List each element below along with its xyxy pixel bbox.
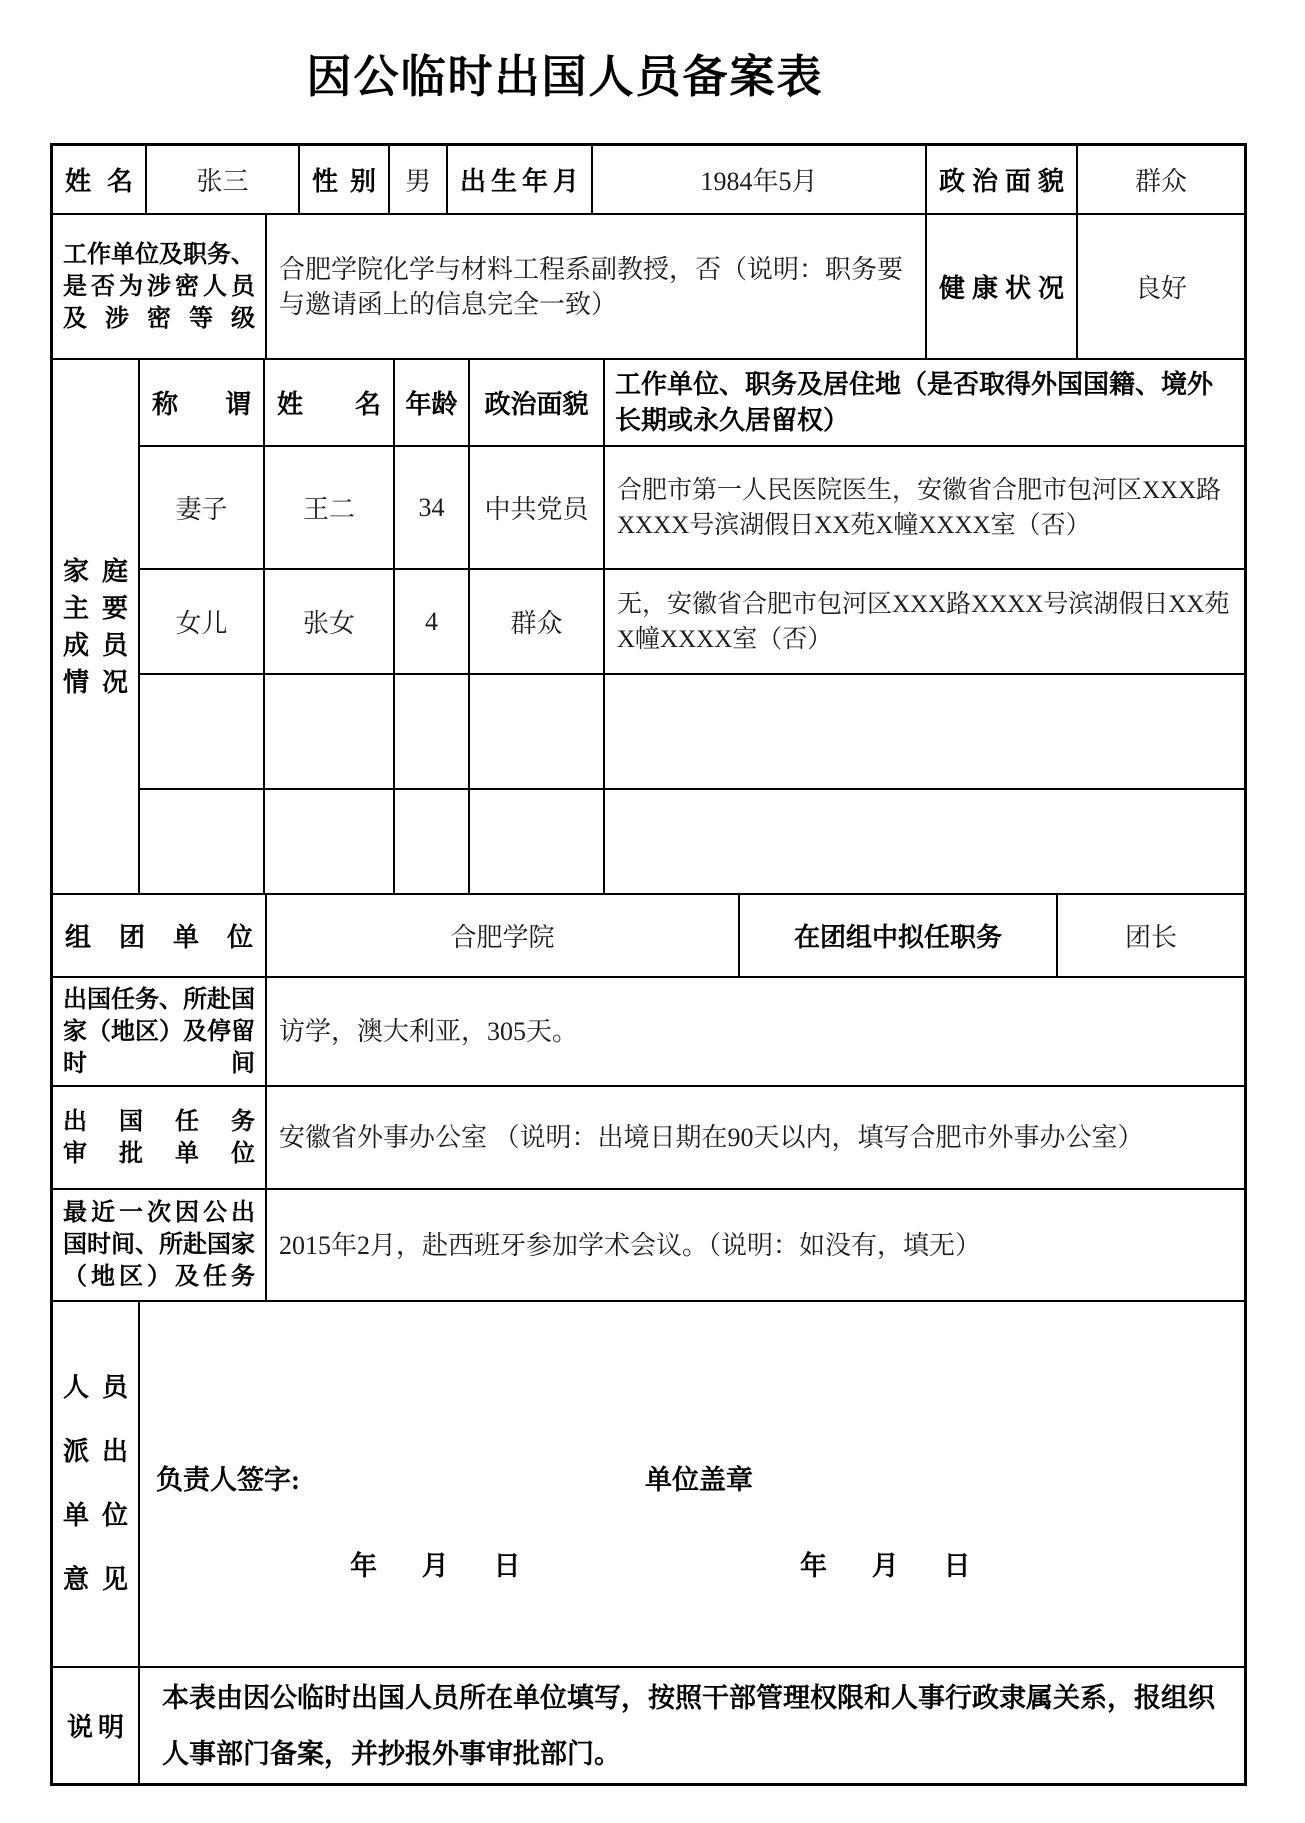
family-3-political bbox=[468, 675, 603, 788]
family-4-relation bbox=[138, 790, 263, 893]
notes-value: 本表由因公临时出国人员所在单位填写，按照干部管理权限和人事行政隶属关系，报组织人事部门备案，并抄报外事审批部门。 bbox=[162, 1682, 1215, 1769]
family-section-label-cell bbox=[53, 360, 138, 893]
political-label-cell bbox=[925, 146, 1076, 213]
birth-label: 出生年月 bbox=[460, 167, 579, 196]
section-family-members bbox=[53, 358, 1244, 893]
section-unit-opinion bbox=[53, 1300, 1244, 1666]
family-3-relation bbox=[138, 675, 263, 788]
family-header-work-cell bbox=[603, 360, 1244, 445]
date-line-right: 年 月 日 bbox=[800, 1551, 971, 1581]
opinion-content bbox=[138, 1302, 1244, 1666]
family-2-relation: 女儿 bbox=[138, 570, 263, 673]
birth-label-cell bbox=[446, 146, 591, 213]
family-header-name: 姓名 bbox=[277, 390, 381, 419]
family-3-work-cell bbox=[603, 675, 1244, 788]
group-unit-label-cell bbox=[53, 895, 265, 976]
mission-label-cell bbox=[53, 978, 265, 1085]
family-header-relation: 称谓 bbox=[152, 390, 251, 419]
family-3-age bbox=[393, 675, 468, 788]
health-value: 良好 bbox=[1076, 215, 1244, 358]
name-label-cell bbox=[53, 146, 145, 213]
family-header-row bbox=[138, 360, 1244, 445]
sign-label: 负责人签字: bbox=[156, 1465, 300, 1495]
name-label: 姓名 bbox=[65, 167, 133, 196]
notes-label-cell bbox=[53, 1668, 138, 1783]
family-2-name: 张女 bbox=[263, 570, 393, 673]
mission-value: 访学，澳大利亚，305天。 bbox=[279, 1017, 579, 1046]
family-header-age: 年龄 bbox=[393, 360, 468, 445]
family-1-age: 34 bbox=[393, 447, 468, 568]
work-unit-value: 合肥学院化学与材料工程系副教授，否（说明：职务要与邀请函上的信息完全一致） bbox=[279, 254, 904, 319]
family-row-3 bbox=[138, 673, 1244, 788]
family-2-work-cell bbox=[603, 570, 1244, 673]
political-label: 政治面貌 bbox=[939, 167, 1064, 196]
family-1-work-cell bbox=[603, 447, 1244, 568]
notes-label: 说明 bbox=[67, 1713, 124, 1742]
family-1-work: 合肥市第一人民医院医生，安徽省合肥市包河区XXX路XXXX号滨湖假日XX苑X幢XXXX室（否） bbox=[617, 476, 1222, 539]
row-notes bbox=[53, 1666, 1244, 1783]
health-label: 健康状况 bbox=[939, 274, 1064, 303]
approval-label-cell bbox=[53, 1087, 265, 1188]
approval-label: 出国任务 审批单位 bbox=[63, 1108, 255, 1167]
family-table bbox=[138, 360, 1244, 893]
work-unit-value-cell bbox=[265, 215, 925, 358]
notes-value-cell bbox=[138, 1668, 1244, 1783]
family-row-2 bbox=[138, 568, 1244, 673]
gender-label-cell bbox=[298, 146, 388, 213]
family-2-age: 4 bbox=[393, 570, 468, 673]
row-group-unit bbox=[53, 893, 1244, 976]
political-value: 群众 bbox=[1076, 146, 1244, 213]
row-approval-unit bbox=[53, 1085, 1244, 1188]
last-trip-value: 2015年2月，赴西班牙参加学术会议。（说明：如没有，填无） bbox=[279, 1230, 982, 1260]
row-basic-info bbox=[53, 146, 1244, 213]
last-trip-label: 最近一次因公出 国时间、所赴国家 （地区）及任务 bbox=[63, 1200, 255, 1290]
approval-value: 安徽省外事办公室 （说明：出境日期在90天以内，填写合肥市外事办公室） bbox=[279, 1123, 1144, 1152]
group-unit-label: 组团单位 bbox=[65, 923, 253, 952]
family-header-political: 政治面貌 bbox=[468, 360, 603, 445]
mission-label: 出国任务、所赴国 家（地区）及停留 时间 bbox=[63, 986, 255, 1077]
group-unit-value: 合肥学院 bbox=[265, 895, 738, 976]
group-role-label: 在团组中拟任职务 bbox=[738, 895, 1056, 976]
group-role-value: 团长 bbox=[1056, 895, 1244, 976]
gender-label: 性别 bbox=[312, 167, 376, 196]
row-work-unit bbox=[53, 213, 1244, 358]
birth-value: 1984年5月 bbox=[591, 146, 925, 213]
work-unit-label: 工作单位及职务、 是否为涉密人员 及涉密等级 bbox=[63, 241, 255, 332]
last-trip-label-cell bbox=[53, 1190, 265, 1300]
family-header-work: 工作单位、职务及居住地（是否取得外国国籍、境外长期或永久居留权） bbox=[615, 369, 1214, 435]
opinion-label-cell bbox=[53, 1302, 138, 1666]
family-4-name bbox=[263, 790, 393, 893]
family-row-1 bbox=[138, 445, 1244, 568]
family-header-name-cell bbox=[263, 360, 393, 445]
mission-value-cell bbox=[265, 978, 1244, 1085]
family-1-name: 王二 bbox=[263, 447, 393, 568]
row-mission bbox=[53, 976, 1244, 1085]
approval-value-cell bbox=[265, 1087, 1244, 1188]
family-4-work-cell bbox=[603, 790, 1244, 893]
last-trip-value-cell bbox=[265, 1190, 1244, 1300]
family-4-political bbox=[468, 790, 603, 893]
family-1-political: 中共党员 bbox=[468, 447, 603, 568]
registration-form-table bbox=[50, 143, 1247, 1786]
name-value: 张三 bbox=[145, 146, 298, 213]
page-title: 因公临时出国人员备案表 bbox=[306, 52, 824, 102]
seal-label: 单位盖章 bbox=[645, 1465, 753, 1495]
family-4-age bbox=[393, 790, 468, 893]
family-2-political: 群众 bbox=[468, 570, 603, 673]
date-line-left: 年 月 日 bbox=[350, 1551, 521, 1581]
work-unit-label-cell bbox=[53, 215, 265, 358]
row-last-trip bbox=[53, 1188, 1244, 1300]
family-1-relation: 妻子 bbox=[138, 447, 263, 568]
family-section-label: 家 庭 主 要 成 员 情 况 bbox=[63, 556, 128, 697]
opinion-label: 人 员 派 出 单 位 意 见 bbox=[63, 1373, 128, 1594]
health-label-cell bbox=[925, 215, 1076, 358]
family-2-work: 无，安徽省合肥市包河区XXX路XXXX号滨湖假日XX苑X幢XXXX室（否） bbox=[617, 590, 1230, 653]
family-row-4 bbox=[138, 788, 1244, 893]
family-header-relation-cell bbox=[138, 360, 263, 445]
family-3-name bbox=[263, 675, 393, 788]
gender-value: 男 bbox=[388, 146, 446, 213]
